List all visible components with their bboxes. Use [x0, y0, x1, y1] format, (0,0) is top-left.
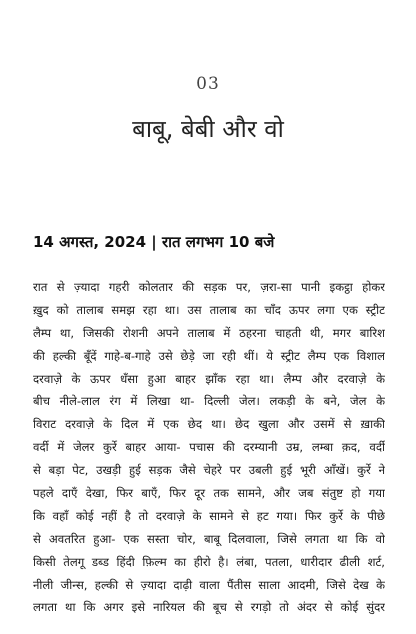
text-line: किसी तेलगू डब्ड हिंदी फ़िल्म का हीरो है। लंबा, पतला, धारीदार ढीली शर्ट, [33, 554, 385, 569]
text-line: से बड़ा पेट, उखड़ी हुई सड़क जैसे चेहरे पर उबली हुई भूरी आँखें। कुर्रे ने [33, 463, 385, 478]
text-line: नीली जीन्स, हल्की से ज़्यादा दाढ़ी वाला पैंतीस साला आदमी, जिसे देख के [33, 577, 385, 592]
body-paragraph [33, 276, 385, 619]
text-line: विराट दरवाज़े के दिल में एक छेद था। छेद खुला और उसमें से ख़ाकी [33, 417, 385, 432]
chapter-number: 03 [196, 74, 220, 94]
chapter-title: बाबू, बेबी और वो [132, 115, 284, 143]
text-line: वर्दी में जेलर कुर्रे बाहर आया- पचास की दरम्यानी उम्र, लम्बा क़द, वर्दी [33, 440, 385, 455]
text-line: कि वहाँ कोई नहीं है तो दरवाज़े के सामने से हट गया। फिर कुर्रे के पीछे [33, 508, 385, 523]
text-line: दरवाज़े के ऊपर धँसा हुआ बाहर झाँक रहा था। लैम्प और दरवाज़े के [33, 371, 385, 386]
text-line: की हल्की बूँदें गाहे-ब-गाहे उसे छेड़े जा रही थीं। ये स्ट्रीट लैम्प एक विशाल [33, 348, 385, 363]
text-line: बीच नीले-लाल रंग में लिखा था- दिल्ली जेल। लकड़ी के बने, जेल के [33, 394, 385, 409]
text-line: लगता था कि अगर इसे नारियल की बूच से रगड़ो तो अंदर से कोई सुंदर [33, 600, 385, 615]
text-line: ख़ुद को तालाब समझ रहा था। उस तालाब का चाँद ऊपर लगा एक स्ट्रीट [33, 302, 385, 317]
text-line: से अवतरित हुआ- एक सस्ता चोर, बाबू दिलवाला, जिसे लगता था कि वो [33, 531, 385, 546]
text-line: लैम्प था, जिसकी रोशनी अपने तालाब में ठहरना चाहती थी, मगर बारिश [33, 325, 385, 340]
text-line: रात से ज़्यादा गहरी कोलतार की सड़क पर, ज़रा-सा पानी इकट्ठा होकर [33, 280, 385, 294]
section-heading: 14 अगस्त, 2024 | रात लगभग 10 बजे [33, 233, 275, 251]
text-line: पहले दाएँ देखा, फिर बाएँ, फिर दूर तक सामने, और जब संतुष्ट हो गया [33, 486, 385, 501]
